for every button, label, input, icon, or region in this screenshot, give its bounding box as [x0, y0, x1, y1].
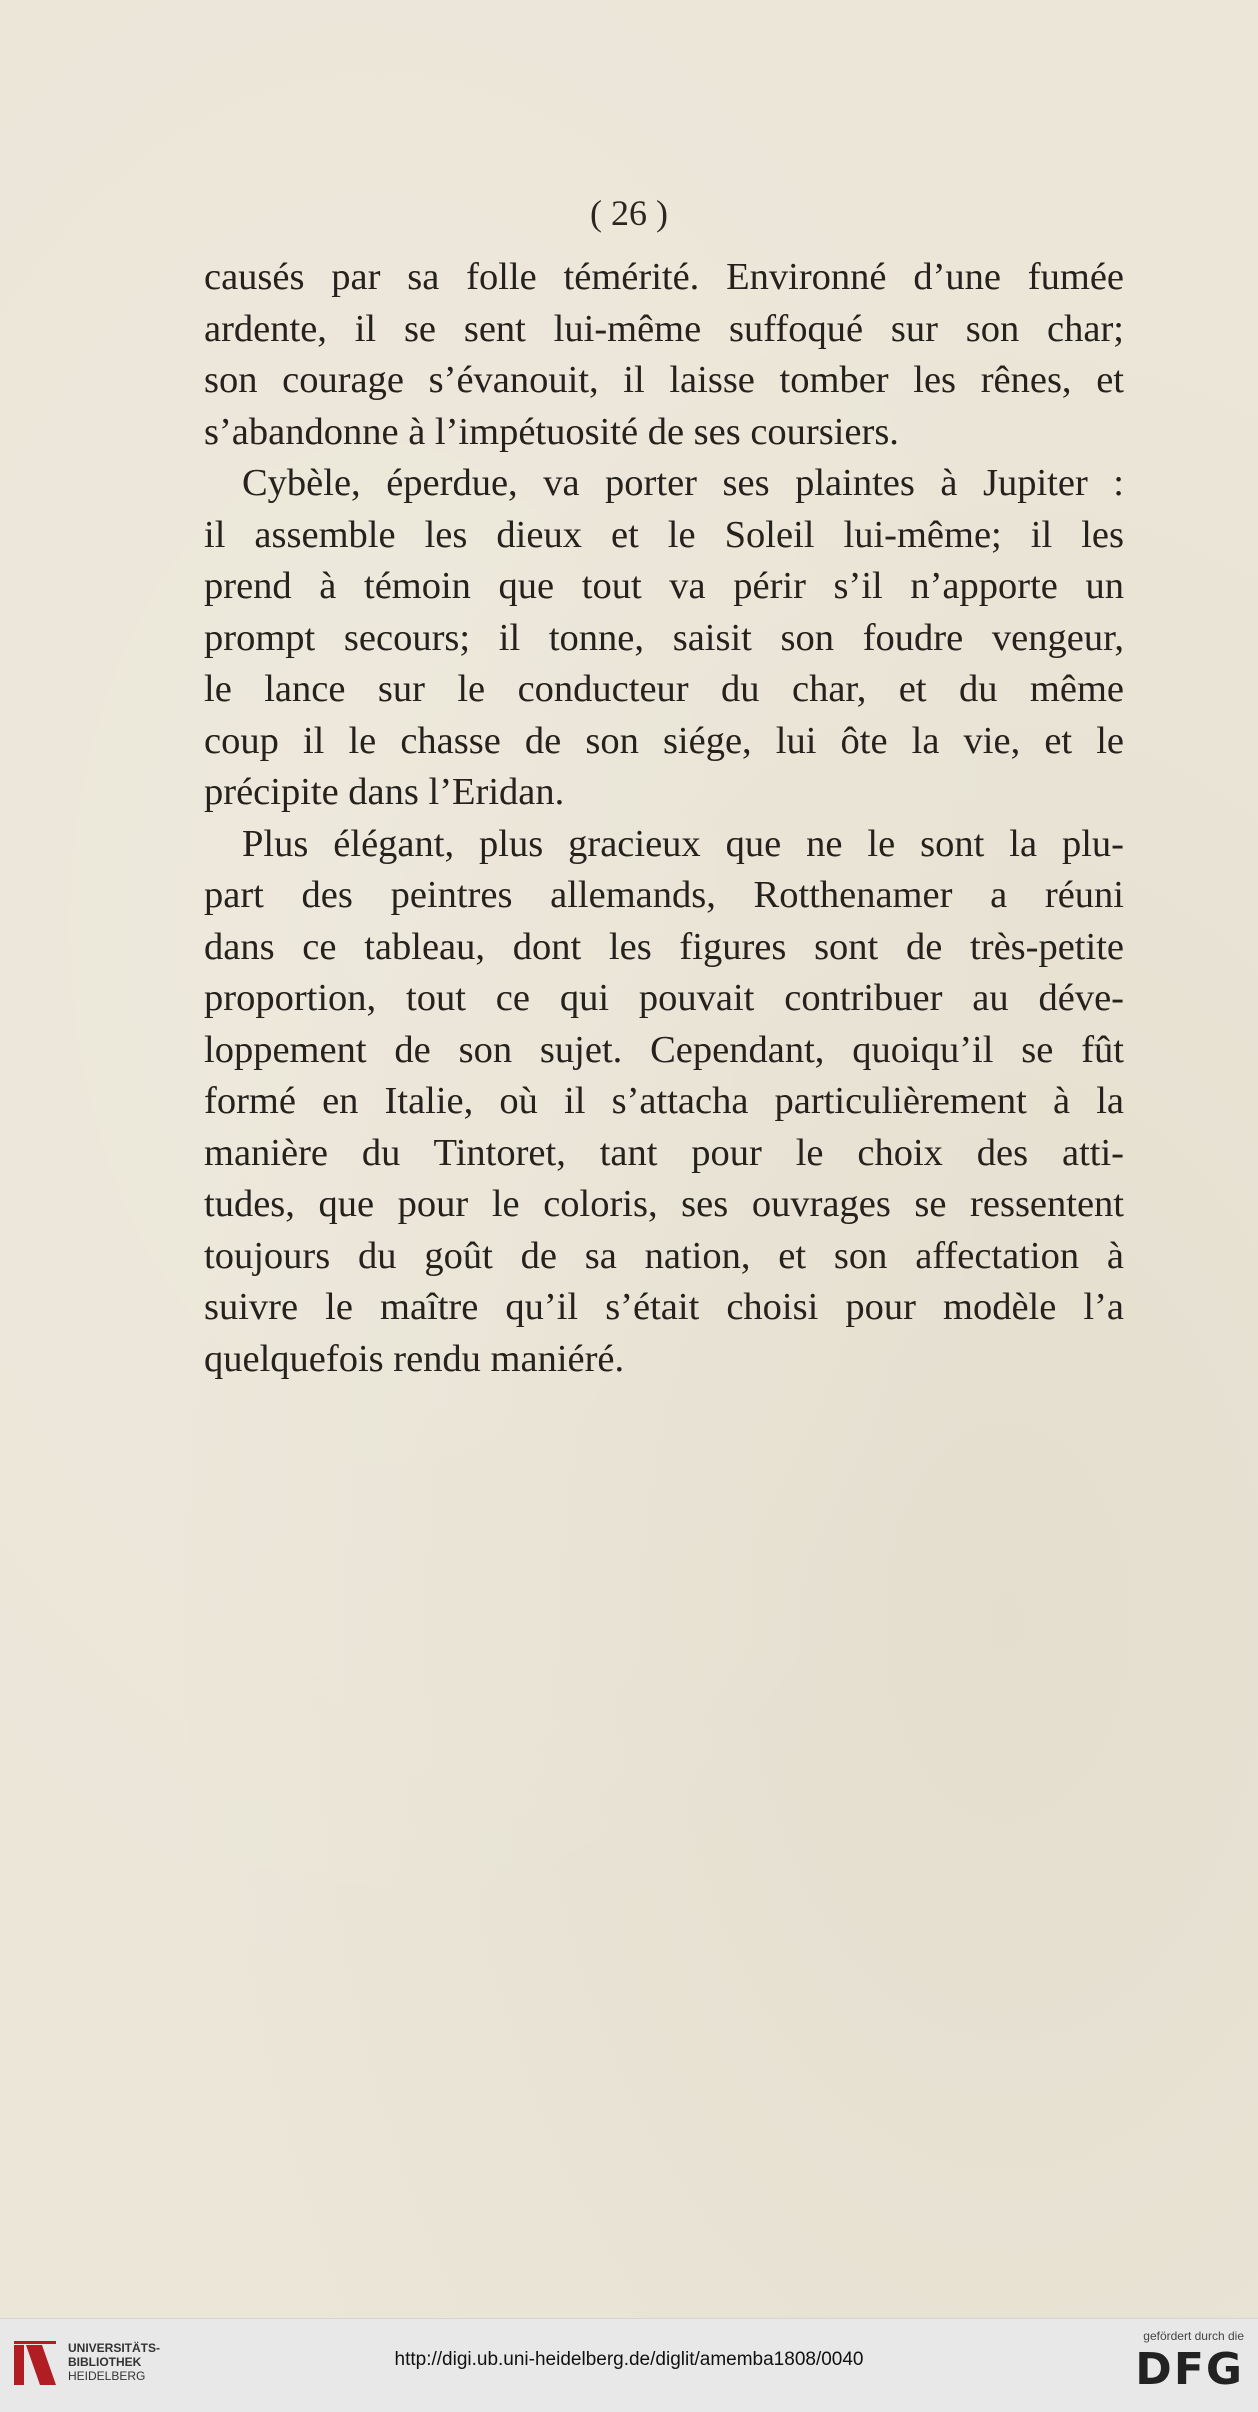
library-name-line: UNIVERSITÄTS- [68, 2341, 161, 2355]
text-line: toujours du goût de sa nation, et son affectation à [204, 1234, 1124, 1277]
paragraph [204, 252, 1124, 458]
text-line: proportion, tout ce qui pouvait contribuer au déve- [204, 977, 1124, 1019]
sponsor [1114, 2329, 1244, 2393]
text-line: prend à témoin que tout va périr s’il n’apporte un [204, 565, 1124, 607]
paragraph [204, 458, 1124, 819]
text-line: causés par sa folle témérité. Environné d’une fumée [204, 256, 1124, 298]
text-line: suivre le maître qu’il s’était choisi pour modèle l’a [204, 1286, 1124, 1328]
text-line: coup il le chasse de son siége, lui ôte la vie, et le [204, 719, 1124, 762]
text-line: manière du Tintoret, tant pour le choix des atti- [204, 1131, 1124, 1174]
library-name-line: HEIDELBERG [68, 2369, 146, 2383]
body-text [204, 252, 1124, 1385]
text-line: le lance sur le conducteur du char, et du même [204, 668, 1124, 710]
permalink[interactable]: http://digi.ub.uni-heidelberg.de/diglit/amemba1808/0040 [394, 2349, 864, 2370]
sponsor-note: gefördert durch die [1143, 2329, 1244, 2343]
text-line: précipite dans l’Eridan. [204, 771, 565, 813]
text-line: Plus élégant, plus gracieux que ne le sont la plu- [242, 822, 1124, 865]
text-line: tudes, que pour le coloris, ses ouvrages se ressentent [204, 1183, 1124, 1225]
text-line: Cybèle, éperdue, va porter ses plaintes à Jupiter : [242, 462, 1124, 504]
text-line: loppement de son sujet. Cependant, quoiqu’il se fût [204, 1028, 1124, 1071]
text-line: ardente, il se sent lui-même suffoqué sur son char; [204, 307, 1124, 350]
library-name-line: BIBLIOTHEK [68, 2355, 142, 2369]
text-line: il assemble les dieux et le Soleil lui-même; il les [204, 513, 1124, 556]
text-line: prompt secours; il tonne, saisit son foudre vengeur, [204, 616, 1124, 659]
viewer-footer [0, 2318, 1258, 2412]
text-line: part des peintres allemands, Rotthenamer a réuni [204, 874, 1124, 916]
text-line: son courage s’évanouit, il laisse tomber les rênes, et [204, 359, 1124, 401]
page-number: ( 26 ) [590, 193, 668, 233]
dfg-logo: DFG [1135, 2344, 1244, 2395]
text-line: formé en Italie, où il s’attacha particulièrement à la [204, 1080, 1124, 1122]
text-line: quelquefois rendu maniéré. [204, 1337, 625, 1380]
text-line: s’abandonne à l’impétuosité de ses coursiers. [204, 410, 899, 453]
text-line: dans ce tableau, dont les figures sont de très-petite [204, 925, 1124, 968]
paragraph [204, 819, 1124, 1386]
